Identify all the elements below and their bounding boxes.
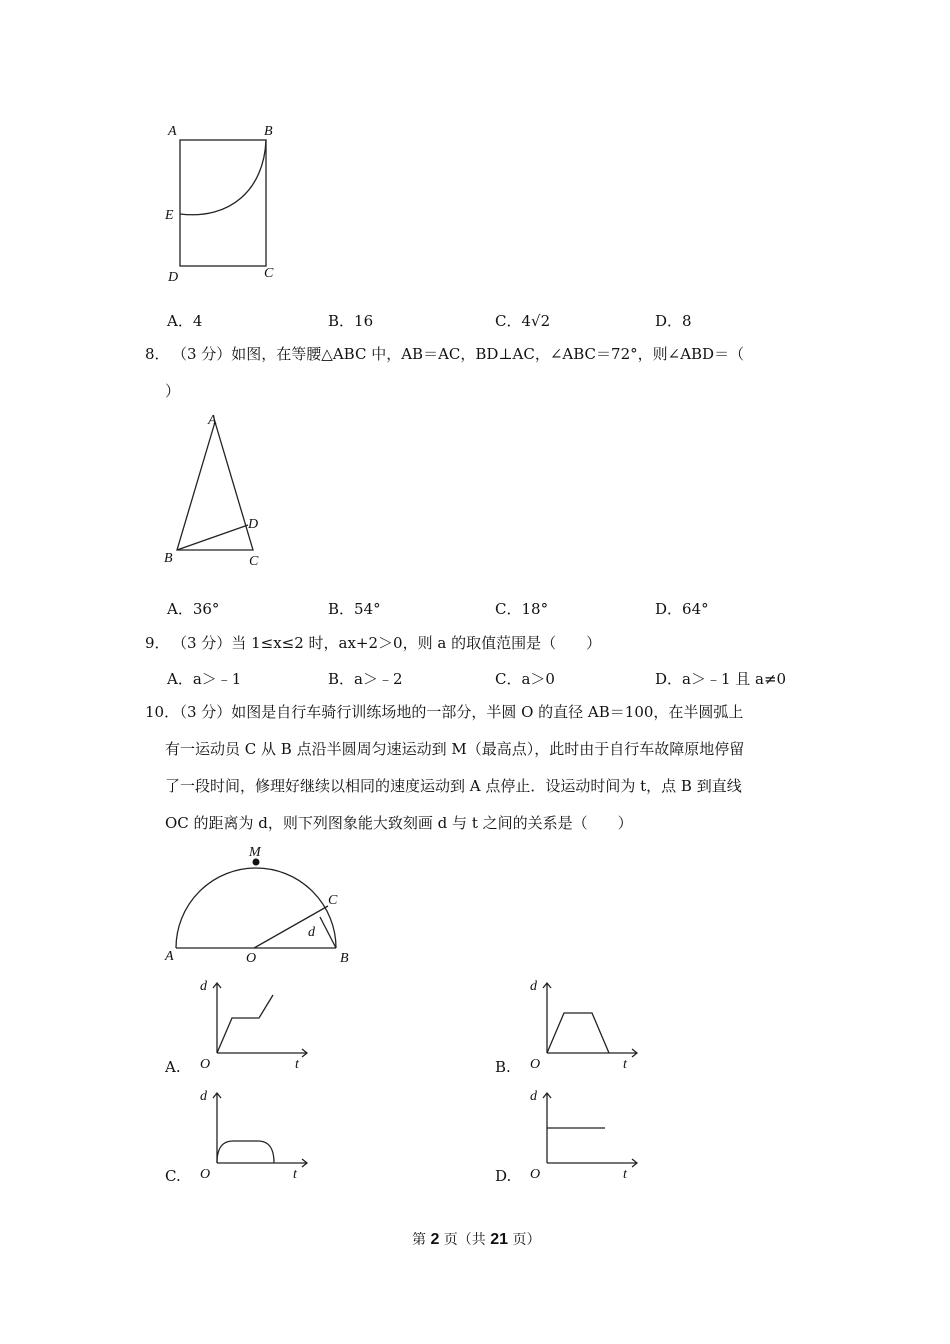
footer-page-number: 2: [430, 1231, 440, 1248]
q10-line-4: OC 的距离为 d，则下列图象能大致刻画 d 与 t 之间的关系是（ ）: [165, 814, 633, 832]
graph-option-a[interactable]: [195, 975, 315, 1075]
q8-option-b[interactable]: B．54°: [328, 600, 381, 618]
q10-line-2: 有一运动员 C 从 B 点沿半圆周匀速运动到 M（最高点），此时由于自行车故障原地停留: [165, 740, 745, 758]
q9-option-a[interactable]: A．a＞﹣1: [167, 670, 242, 688]
q8-number: 8．: [145, 345, 170, 363]
graph-option-c[interactable]: [195, 1085, 315, 1185]
q8-question-text: （3 分）如图，在等腰△ABC 中，AB＝AC，BD⊥AC，∠ABC＝72°，则∠ABD＝（: [172, 345, 745, 363]
q9-option-c[interactable]: C．a＞0: [495, 670, 555, 688]
footer-total-pages: 21: [490, 1231, 509, 1248]
q7-label-e: E: [165, 208, 174, 223]
graph-option-d[interactable]: [525, 1085, 645, 1185]
q10-option-c[interactable]: C.: [165, 1167, 181, 1185]
q8-question-text-cont: ）: [165, 382, 181, 400]
q8-label-c: C: [249, 554, 259, 569]
q10-option-d[interactable]: D.: [495, 1167, 512, 1185]
footer-suffix: 页）: [508, 1232, 541, 1248]
graph-a-origin: O: [200, 1057, 211, 1072]
q7-option-d[interactable]: D．8: [655, 312, 692, 330]
q7-option-b[interactable]: B．16: [328, 312, 374, 330]
q10-semicircle-figure: [160, 842, 360, 972]
q7-label-a: A: [168, 124, 177, 139]
graph-c-axis-d: d: [200, 1089, 207, 1104]
q10-line-3: 了一段时间，修理好继续以相同的速度运动到 A 点停止．设运动时间为 t，点 B 到直线: [165, 777, 742, 795]
graph-a-axis-d: d: [200, 979, 207, 994]
footer-prefix: 第: [412, 1232, 431, 1248]
q10-label-d: d: [308, 925, 315, 940]
q7-option-a[interactable]: A．4: [167, 312, 203, 330]
graph-c-axis-t: t: [293, 1167, 297, 1182]
q8-option-d[interactable]: D．64°: [655, 600, 709, 618]
q7-option-c[interactable]: C．4√2: [495, 312, 551, 330]
q10-option-b[interactable]: B.: [495, 1058, 511, 1076]
q8-label-b: B: [164, 551, 173, 566]
q8-label-d: D: [248, 517, 259, 532]
q7-label-d: D: [168, 270, 179, 285]
graph-option-b[interactable]: [525, 975, 645, 1075]
q9-option-b[interactable]: B．a＞﹣2: [328, 670, 403, 688]
q10-label-o: O: [246, 951, 257, 966]
graph-b-axis-t: t: [623, 1057, 627, 1072]
graph-b-axis-d: d: [530, 979, 537, 994]
q8-option-a[interactable]: A．36°: [167, 600, 220, 618]
graph-c-origin: O: [200, 1167, 211, 1182]
graph-a-axis-t: t: [295, 1057, 299, 1072]
q10-label-m: M: [249, 845, 261, 860]
q9-option-d[interactable]: D．a＞﹣1 且 a≠0: [655, 670, 787, 688]
q10-label-a: A: [165, 949, 174, 964]
graph-d-axis-t: t: [623, 1167, 627, 1182]
graph-d-origin: O: [530, 1167, 541, 1182]
q9-question-text: （3 分）当 1≤x≤2 时，ax+2＞0，则 a 的取值范围是（ ）: [172, 634, 602, 652]
q9-number: 9．: [145, 634, 170, 652]
footer-middle: 页（共: [439, 1232, 491, 1248]
q8-label-a: A: [208, 413, 217, 428]
q10-number: 10．: [145, 703, 180, 721]
graph-b-origin: O: [530, 1057, 541, 1072]
q10-label-c: C: [328, 893, 338, 908]
q10-option-a[interactable]: A.: [165, 1058, 181, 1076]
q7-figure: [160, 120, 290, 290]
q8-figure: [160, 410, 280, 575]
q10-label-b: B: [340, 951, 349, 966]
q10-line-1: （3 分）如图是自行车骑行训练场地的一部分，半圆 O 的直径 AB＝100，在半圆弧上: [172, 703, 744, 721]
page-footer: [412, 1229, 541, 1249]
q7-label-b: B: [264, 124, 273, 139]
q7-label-c: C: [264, 266, 274, 281]
q8-option-c[interactable]: C．18°: [495, 600, 549, 618]
graph-d-axis-d: d: [530, 1089, 537, 1104]
